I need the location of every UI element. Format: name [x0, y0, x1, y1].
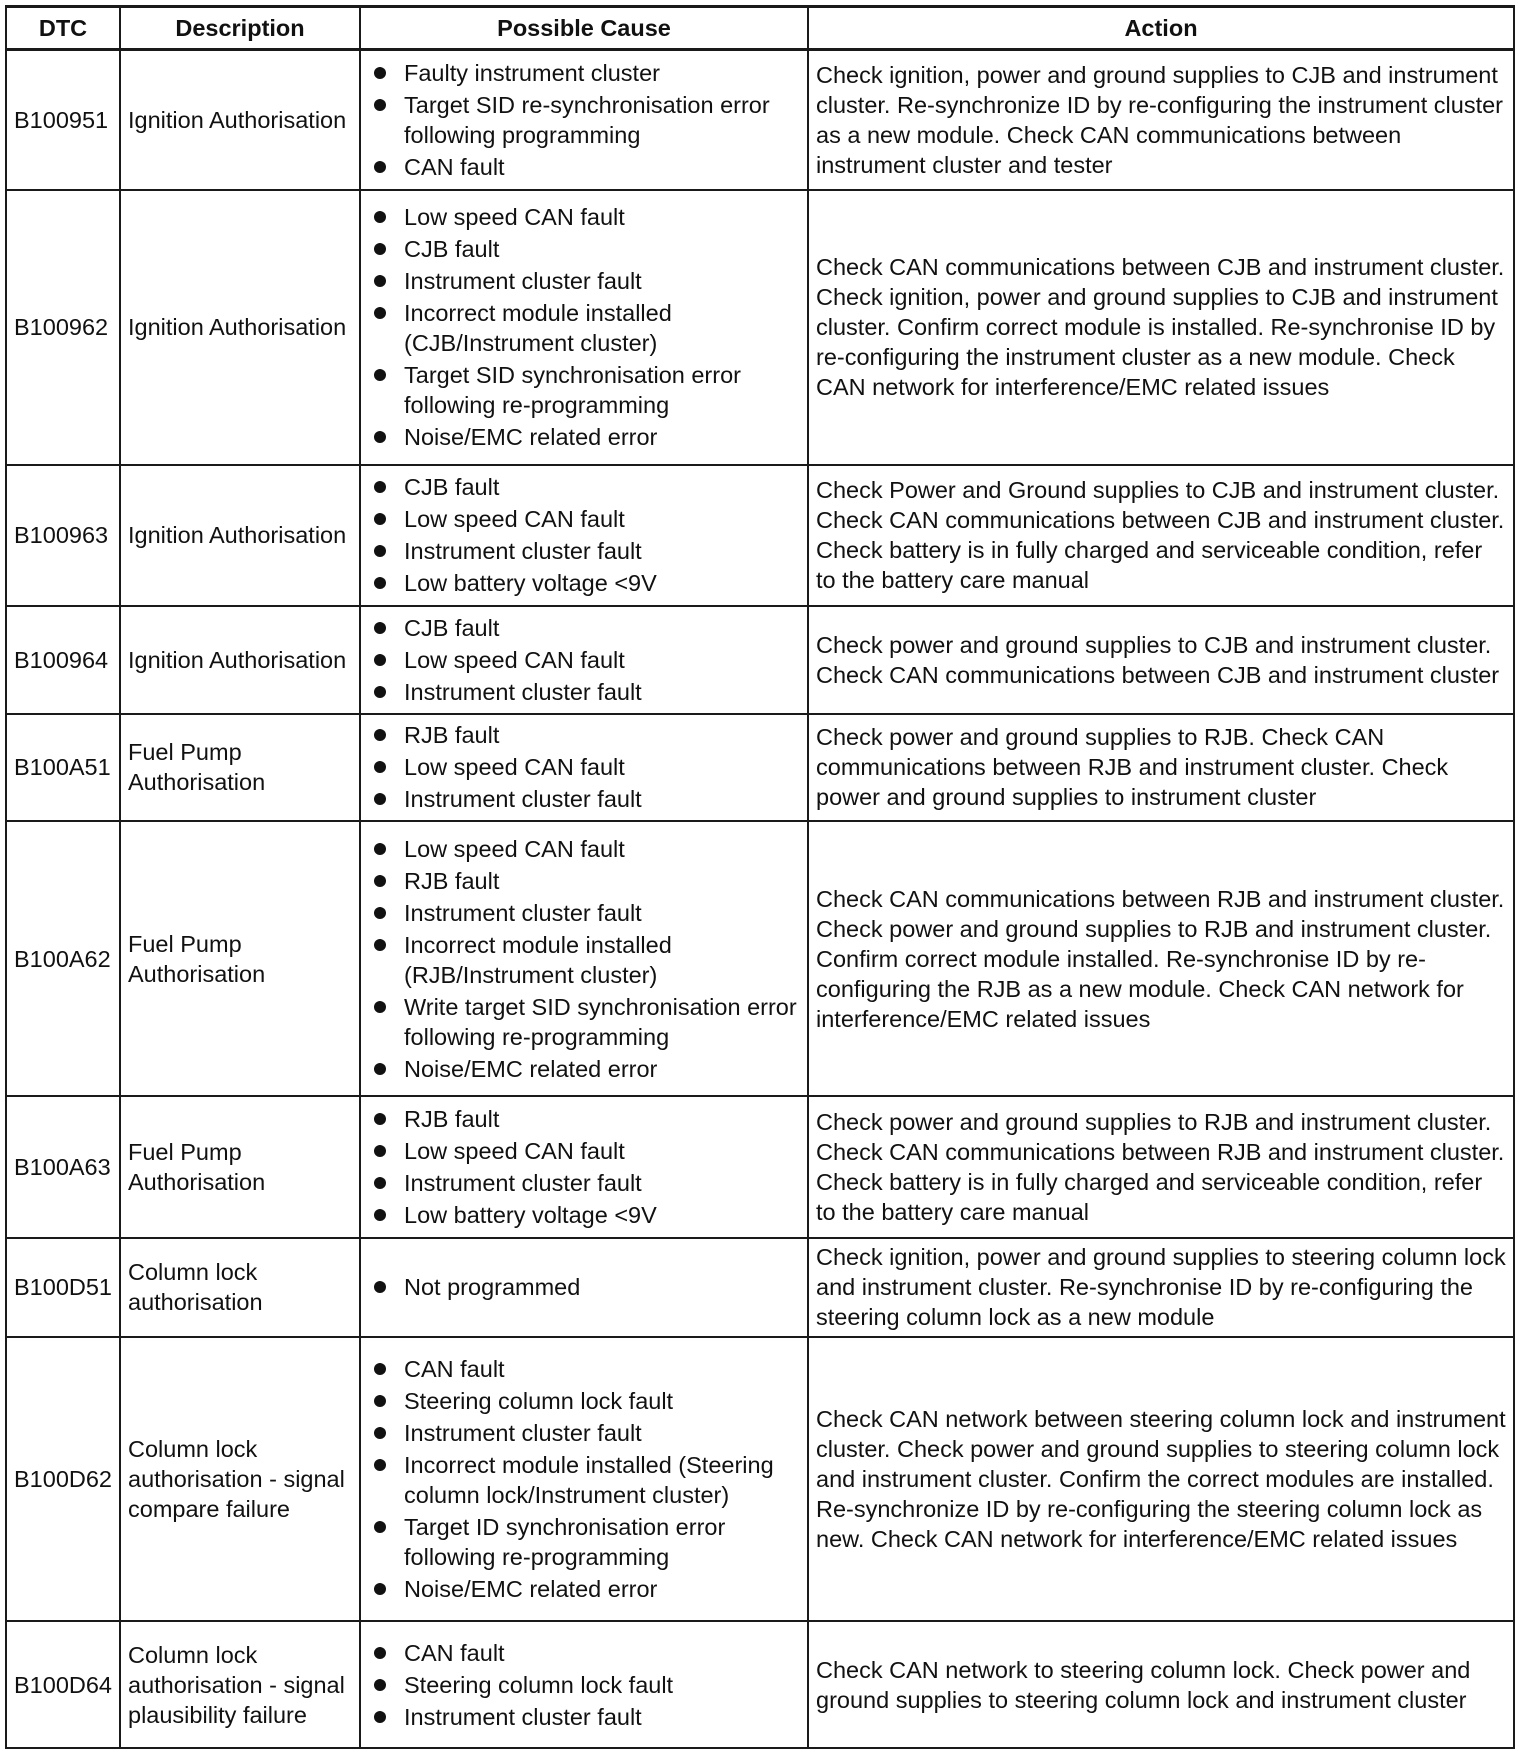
cause-item: Low speed CAN fault: [368, 1136, 800, 1166]
dtc-description: Ignition Authorisation: [120, 606, 360, 713]
cause-item: Noise/EMC related error: [368, 422, 800, 452]
action-text: Check CAN network to steering column lock. Check power and ground supplies to steering column lock and instrument cluster: [808, 1621, 1514, 1748]
dtc-description: Column lock authorisation: [120, 1238, 360, 1337]
dtc-description: Column lock authorisation - signal plausibility failure: [120, 1621, 360, 1748]
cause-list: [368, 1272, 800, 1302]
possible-cause-cell: [360, 1238, 808, 1337]
cause-item: Write target SID synchronisation error following re-programming: [368, 992, 800, 1052]
cause-item: CAN fault: [368, 1354, 800, 1384]
action-text: Check ignition, power and ground supplies to steering column lock and instrument cluster. Re-synchronise ID by re-configuring the steering column lock as a new module: [808, 1238, 1514, 1337]
table-row: [6, 1337, 1514, 1622]
dtc-code: B100964: [6, 606, 120, 713]
dtc-description: Fuel Pump Authorisation: [120, 1096, 360, 1238]
dtc-description: Column lock authorisation - signal compare failure: [120, 1337, 360, 1622]
cause-item: Target SID re-synchronisation error following programming: [368, 90, 800, 150]
cause-item: Steering column lock fault: [368, 1670, 800, 1700]
action-text: Check Power and Ground supplies to CJB and instrument cluster. Check CAN communications between CJB and instrument cluster. Check battery is in fully charged and serviceable condition, refer to the battery care manual: [808, 465, 1514, 607]
table-row: [6, 714, 1514, 821]
cause-item: RJB fault: [368, 720, 800, 750]
header-description: Description: [120, 7, 360, 50]
table-row: [6, 190, 1514, 465]
cause-list: [368, 1104, 800, 1230]
cause-item: Instrument cluster fault: [368, 677, 800, 707]
cause-item: Low battery voltage <9V: [368, 568, 800, 598]
cause-item: Incorrect module installed (RJB/Instrument cluster): [368, 930, 800, 990]
cause-item: Instrument cluster fault: [368, 266, 800, 296]
cause-item: CAN fault: [368, 1638, 800, 1668]
dtc-code: B100A62: [6, 821, 120, 1096]
cause-list: [368, 1354, 800, 1604]
dtc-code: B100951: [6, 50, 120, 190]
action-text: Check CAN network between steering column lock and instrument cluster. Check power and ground supplies to steering column lock and instrument cluster. Confirm the correct modules are installed. Re-synchronize ID by re-configuring the steering column lock as new. Check CAN network for interference/EMC related issues: [808, 1337, 1514, 1622]
cause-item: Instrument cluster fault: [368, 1168, 800, 1198]
cause-item: Low speed CAN fault: [368, 645, 800, 675]
table-row: [6, 606, 1514, 713]
table-row: [6, 465, 1514, 607]
cause-item: CJB fault: [368, 472, 800, 502]
cause-item: Instrument cluster fault: [368, 536, 800, 566]
cause-item: RJB fault: [368, 866, 800, 896]
cause-list: [368, 472, 800, 598]
cause-list: [368, 613, 800, 707]
cause-item: RJB fault: [368, 1104, 800, 1134]
cause-item: Noise/EMC related error: [368, 1054, 800, 1084]
cause-item: Incorrect module installed (Steering column lock/Instrument cluster): [368, 1450, 800, 1510]
action-text: Check power and ground supplies to RJB. Check CAN communications between RJB and instrument cluster. Check power and ground supplies to instrument cluster: [808, 714, 1514, 821]
cause-item: Instrument cluster fault: [368, 1418, 800, 1448]
action-text: Check power and ground supplies to CJB and instrument cluster. Check CAN communications between CJB and instrument cluster: [808, 606, 1514, 713]
cause-item: Incorrect module installed (CJB/Instrument cluster): [368, 298, 800, 358]
cause-item: Not programmed: [368, 1272, 800, 1302]
dtc-description: Ignition Authorisation: [120, 465, 360, 607]
cause-item: Target ID synchronisation error following re-programming: [368, 1512, 800, 1572]
header-action: Action: [808, 7, 1514, 50]
cause-item: Steering column lock fault: [368, 1386, 800, 1416]
dtc-code: B100963: [6, 465, 120, 607]
possible-cause-cell: [360, 606, 808, 713]
dtc-code: B100A51: [6, 714, 120, 821]
cause-item: Low speed CAN fault: [368, 504, 800, 534]
dtc-description: Ignition Authorisation: [120, 50, 360, 190]
action-text: Check CAN communications between RJB and instrument cluster. Check power and ground supplies to RJB and instrument cluster. Confirm correct module installed. Re-synchronise ID by re-configuring the RJB as a new module. Check CAN network for interference/EMC related issues: [808, 821, 1514, 1096]
table-row: [6, 1096, 1514, 1238]
cause-item: Low battery voltage <9V: [368, 1200, 800, 1230]
possible-cause-cell: [360, 1621, 808, 1748]
cause-list: [368, 202, 800, 452]
table-row: [6, 1238, 1514, 1337]
possible-cause-cell: [360, 1096, 808, 1238]
header-row: [6, 7, 1514, 50]
dtc-code: B100A63: [6, 1096, 120, 1238]
table-row: [6, 821, 1514, 1096]
possible-cause-cell: [360, 50, 808, 190]
cause-item: Target SID synchronisation error following re-programming: [368, 360, 800, 420]
dtc-code: B100D62: [6, 1337, 120, 1622]
dtc-description: Ignition Authorisation: [120, 190, 360, 465]
header-dtc: DTC: [6, 7, 120, 50]
possible-cause-cell: [360, 714, 808, 821]
dtc-description: Fuel Pump Authorisation: [120, 821, 360, 1096]
possible-cause-cell: [360, 190, 808, 465]
table-row: [6, 50, 1514, 190]
cause-list: [368, 1638, 800, 1732]
cause-item: CJB fault: [368, 613, 800, 643]
cause-item: Noise/EMC related error: [368, 1574, 800, 1604]
possible-cause-cell: [360, 821, 808, 1096]
dtc-code: B100D51: [6, 1238, 120, 1337]
cause-item: Faulty instrument cluster: [368, 58, 800, 88]
action-text: Check power and ground supplies to RJB and instrument cluster. Check CAN communications between RJB and instrument cluster. Check battery is in fully charged and serviceable condition, refer to the battery care manual: [808, 1096, 1514, 1238]
cause-item: Instrument cluster fault: [368, 1702, 800, 1732]
cause-item: CAN fault: [368, 152, 800, 182]
cause-list: [368, 58, 800, 182]
cause-item: Low speed CAN fault: [368, 834, 800, 864]
dtc-code: B100D64: [6, 1621, 120, 1748]
possible-cause-cell: [360, 1337, 808, 1622]
dtc-code: B100962: [6, 190, 120, 465]
action-text: Check ignition, power and ground supplies to CJB and instrument cluster. Re-synchronize ID by re-configuring the instrument cluster as a new module. Check CAN communications between instrument cluster and tester: [808, 50, 1514, 190]
cause-item: Low speed CAN fault: [368, 202, 800, 232]
action-text: Check CAN communications between CJB and instrument cluster. Check ignition, power and ground supplies to CJB and instrument cluster. Confirm correct module is installed. Re-synchronise ID by re-configuring the instrument cluster as a new module. Check CAN network for interference/EMC related issues: [808, 190, 1514, 465]
cause-item: Low speed CAN fault: [368, 752, 800, 782]
dtc-table: [5, 5, 1515, 1749]
possible-cause-cell: [360, 465, 808, 607]
cause-item: Instrument cluster fault: [368, 784, 800, 814]
cause-item: CJB fault: [368, 234, 800, 264]
dtc-description: Fuel Pump Authorisation: [120, 714, 360, 821]
table-body: [6, 50, 1514, 1749]
cause-list: [368, 834, 800, 1084]
header-possible-cause: Possible Cause: [360, 7, 808, 50]
cause-list: [368, 720, 800, 814]
table-row: [6, 1621, 1514, 1748]
cause-item: Instrument cluster fault: [368, 898, 800, 928]
